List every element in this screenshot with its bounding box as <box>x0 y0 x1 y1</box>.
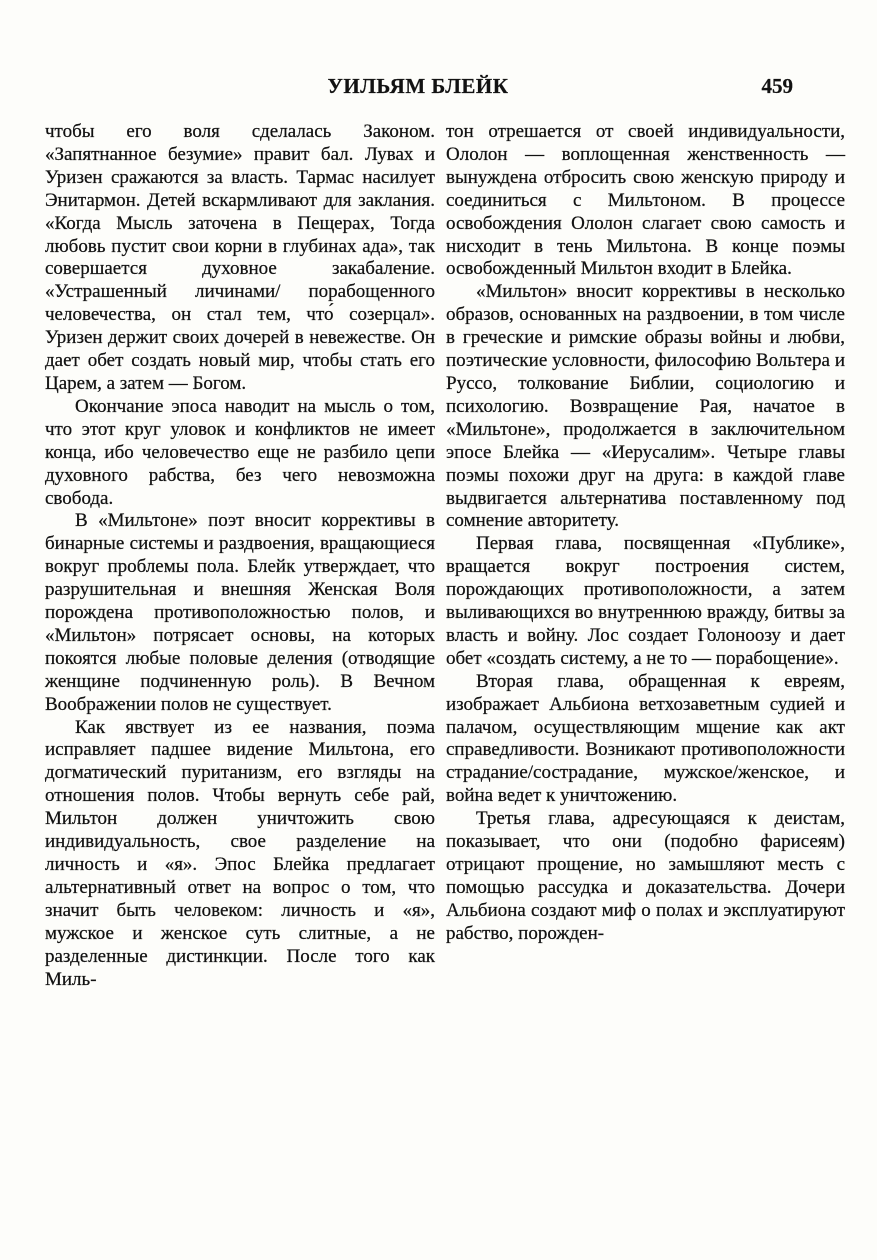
paragraph: Окончание эпоса наводит на мысль о том, что этот круг уловок и конфликтов не имеет конца, ибо человечество еще не разбило цепи духовного рабства, без чего невозможна свобода. <box>45 395 435 509</box>
paragraph: Вторая глава, обращенная к евреям, изображает Альбиона ветхозаветным судией и палачом, осуществляющим мщение как акт справедливости. Возникают противоположности страдание/сострадание, мужское/женское, и война ведет к уничтожению. <box>446 670 845 807</box>
left-column <box>45 121 435 991</box>
right-column <box>446 121 845 991</box>
paragraph: Как явствует из ее названия, поэма исправляет падшее видение Мильтона, его догматический пуританизм, его взгляды на отношения полов. Чтобы вернуть себе рай, Мильтон должен уничтожить свою индивидуальность, свое разделение на личность и «я». Эпос Блейка предлагает альтернативный ответ на вопрос о том, что значит быть человеком: личность и «я», мужское и женское суть слитные, а не разделенные дистинкции. После того как Миль- <box>45 716 435 990</box>
text-columns <box>45 121 845 991</box>
page-number: 459 <box>761 74 793 98</box>
paragraph: «Мильтон» вносит коррективы в несколько образов, основанных на раздвоении, в том числе в греческие и римские образы войны и любви, поэтические условности, философию Вольтера и Руссо, толкование Библии, социологию и психологию. Возвращение Рая, начатое в «Мильтоне», продолжается в заключительном эпосе Блейка — «Иерусалим». Четыре главы поэмы похожи друг на друга: в каждой главе выдвигается альтернатива поставленному под сомнение авторитету. <box>446 281 845 532</box>
paragraph: Третья глава, адресующаяся к деистам, показывает, что они (подобно фарисеям) отрицают прощение, но замышляют месть с помощью рассудка и доказательства. Дочери Альбиона создают миф о полах и эксплуатируют рабство, порожден- <box>446 808 845 944</box>
paragraph: чтобы его воля сделалась Законом. «Запятнанное безумие» правит бал. Лувах и Уризен сражаются за власть. Тармас насилует Энитармон. Детей вскармливают для заклания. «Когда Мысль заточена в Пещерах, Тогда любовь пустит свои корни в глубинах ада», так совершается духовное закабаление. «Устрашенный личинами/ порабощенного человечества, он стал тем, что́ созерцал». Уризен держит своих дочерей в невежестве. Он дает обет создать новый мир, чтобы стать его Царем, а затем — Богом. <box>45 121 435 394</box>
paragraph: тон отрешается от своей индивидуальности, Ололон — воплощенная женственность — вынуждена отбросить свою женскую природу и соединиться с Мильтоном. В процессе освобождения Ололон слагает свою самость и нисходит в тень Мильтона. В конце поэмы освобожденный Мильтон входит в Блейка. <box>446 121 845 280</box>
paragraph: В «Мильтоне» поэт вносит коррективы в бинарные системы и раздвоения, вращающиеся вокруг проблемы пола. Блейк утверждает, что разрушительная и внешняя Женская Воля порождена противоположностью полов, и «Мильтон» потрясает основы, на которых покоятся любые половые деления (отводящие женщине подчиненную роль). В Вечном Воображении полов не существует. <box>45 510 435 715</box>
paragraph: Первая глава, посвященная «Публике», вращается вокруг построения систем, порождающих противоположности, а затем выливающихся во внутреннюю вражду, битвы за власть и войну. Лос создает Голоноозу и дает обет «создать систему, а не то — порабощение». <box>446 533 845 669</box>
page-header-title: УИЛЬЯМ БЛЕЙК <box>327 74 509 98</box>
running-head <box>45 74 845 100</box>
